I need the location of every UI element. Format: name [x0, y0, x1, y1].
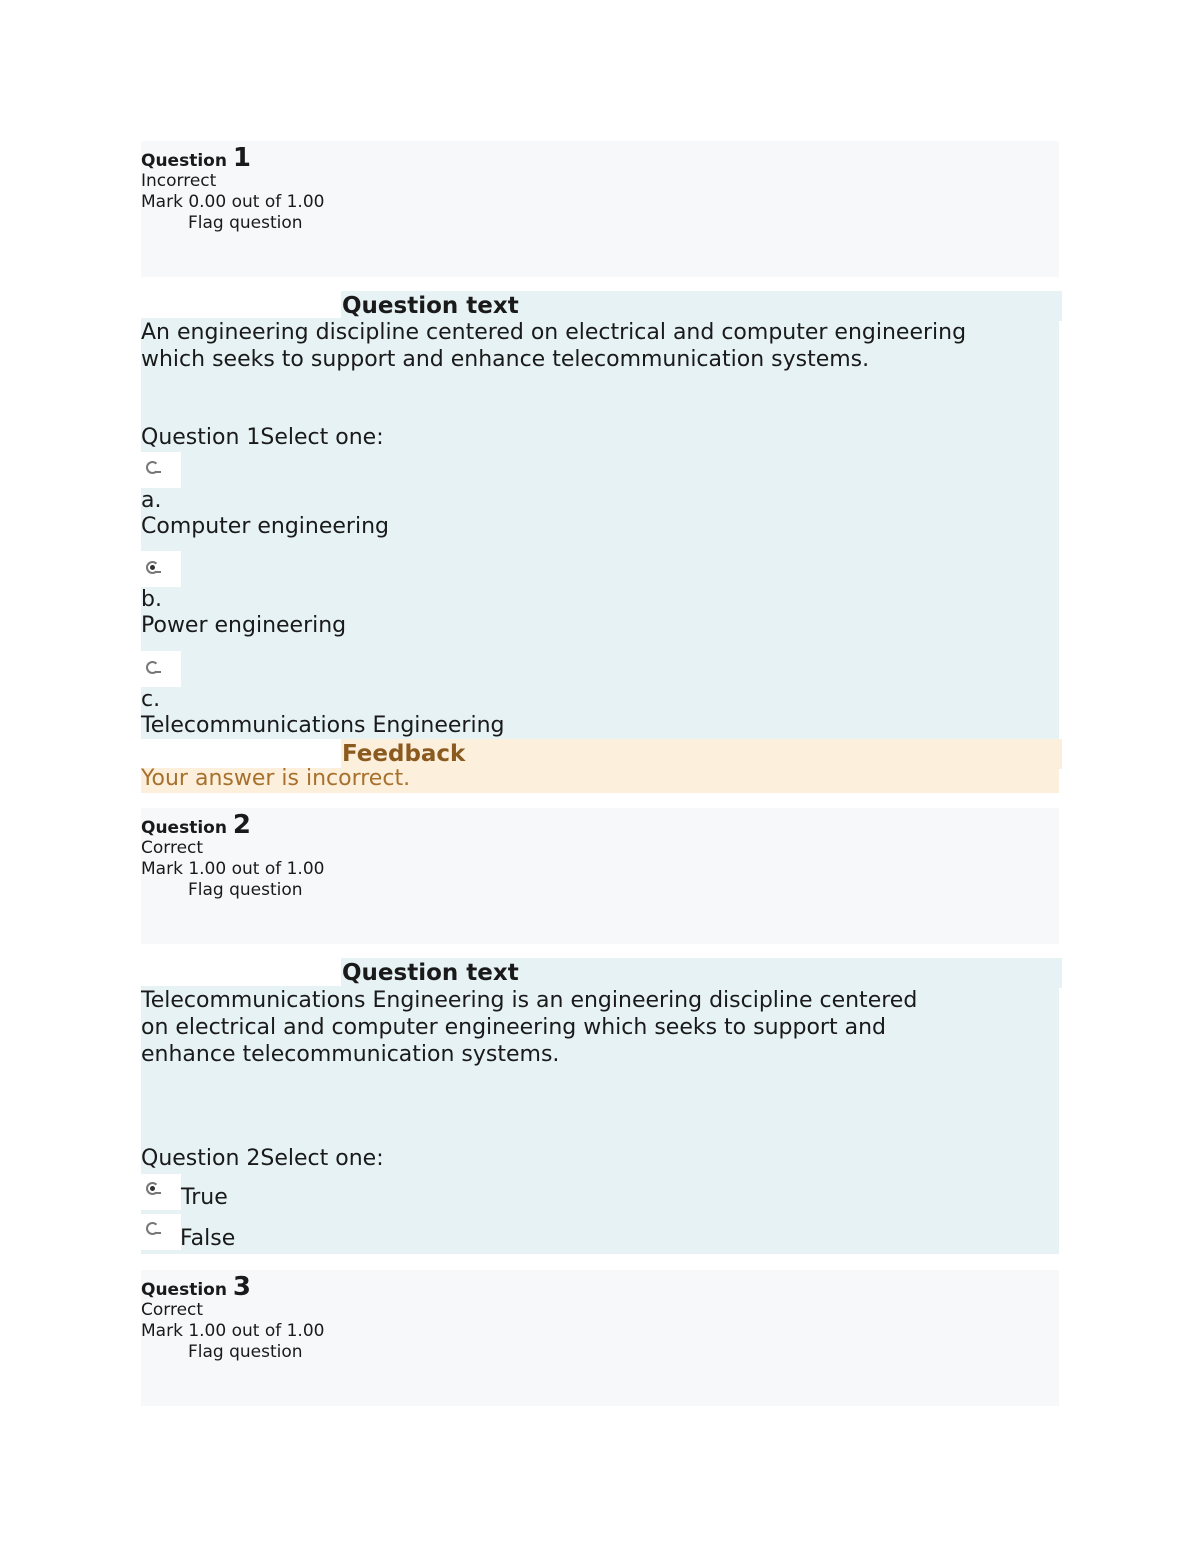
option-false-text[interactable]: False: [180, 1226, 236, 1251]
question-state: Correct: [141, 838, 204, 858]
question-state: Incorrect: [141, 171, 217, 191]
option-b-letter: b.: [141, 587, 162, 612]
feedback-heading: Feedback: [341, 739, 1062, 769]
radio-icon[interactable]: [146, 661, 159, 674]
question-text-line: An engineering discipline centered on electrical and computer engineering: [141, 320, 967, 345]
question-grade: Mark 0.00 out of 1.00: [141, 192, 325, 212]
question-label: Question: [141, 151, 227, 171]
question-text-line: which seeks to support and enhance telecommunication systems.: [141, 347, 870, 372]
question-text-line: enhance telecommunication systems.: [141, 1042, 560, 1067]
flag-question-link[interactable]: Flag question: [188, 1342, 303, 1362]
question-3-number: [141, 1272, 251, 1302]
question-text: [141, 987, 917, 1068]
question-2-number: [141, 810, 251, 840]
radio-checked-icon[interactable]: [146, 561, 159, 574]
question-1-info: [141, 141, 1059, 277]
question-number: 1: [232, 143, 251, 173]
radio-icon[interactable]: [146, 461, 159, 474]
radio-checked-icon[interactable]: [146, 1182, 159, 1195]
question-text-line: on electrical and computer engineering which seeks to support and: [141, 1015, 886, 1040]
option-c-radio-box[interactable]: [141, 651, 181, 687]
question-3-info: [141, 1270, 1059, 1406]
option-true-text[interactable]: True: [181, 1185, 228, 1210]
select-one-prompt: Question 1Select one:: [141, 425, 384, 450]
flag-question-link[interactable]: Flag question: [188, 880, 303, 900]
option-b-radio-box[interactable]: [141, 551, 181, 587]
question-grade: Mark 1.00 out of 1.00: [141, 859, 325, 879]
question-label: Question: [141, 1280, 227, 1300]
question-text: [141, 319, 966, 373]
question-1-number: [141, 143, 251, 173]
option-a-radio-box[interactable]: [141, 452, 181, 488]
option-a-letter: a.: [141, 488, 162, 513]
question-text-heading: Question text: [341, 958, 1062, 988]
question-text-heading: Question text: [341, 291, 1062, 321]
question-grade: Mark 1.00 out of 1.00: [141, 1321, 325, 1341]
flag-question-link[interactable]: Flag question: [188, 213, 303, 233]
option-b-text[interactable]: Power engineering: [141, 613, 347, 638]
option-c-text[interactable]: Telecommunications Engineering: [141, 713, 505, 738]
question-text-line: Telecommunications Engineering is an engineering discipline centered: [141, 988, 918, 1013]
select-one-prompt: Question 2Select one:: [141, 1146, 384, 1171]
question-state: Correct: [141, 1300, 204, 1320]
question-2-info: [141, 808, 1059, 944]
question-number: 2: [232, 810, 251, 840]
question-number: 3: [232, 1272, 251, 1302]
radio-icon[interactable]: [146, 1222, 159, 1235]
option-a-text[interactable]: Computer engineering: [141, 514, 389, 539]
question-label: Question: [141, 818, 227, 838]
feedback-text: Your answer is incorrect.: [141, 766, 411, 791]
option-false-radio-box[interactable]: [141, 1214, 181, 1250]
option-c-letter: c.: [141, 687, 161, 712]
option-true-radio-box[interactable]: [141, 1174, 181, 1210]
